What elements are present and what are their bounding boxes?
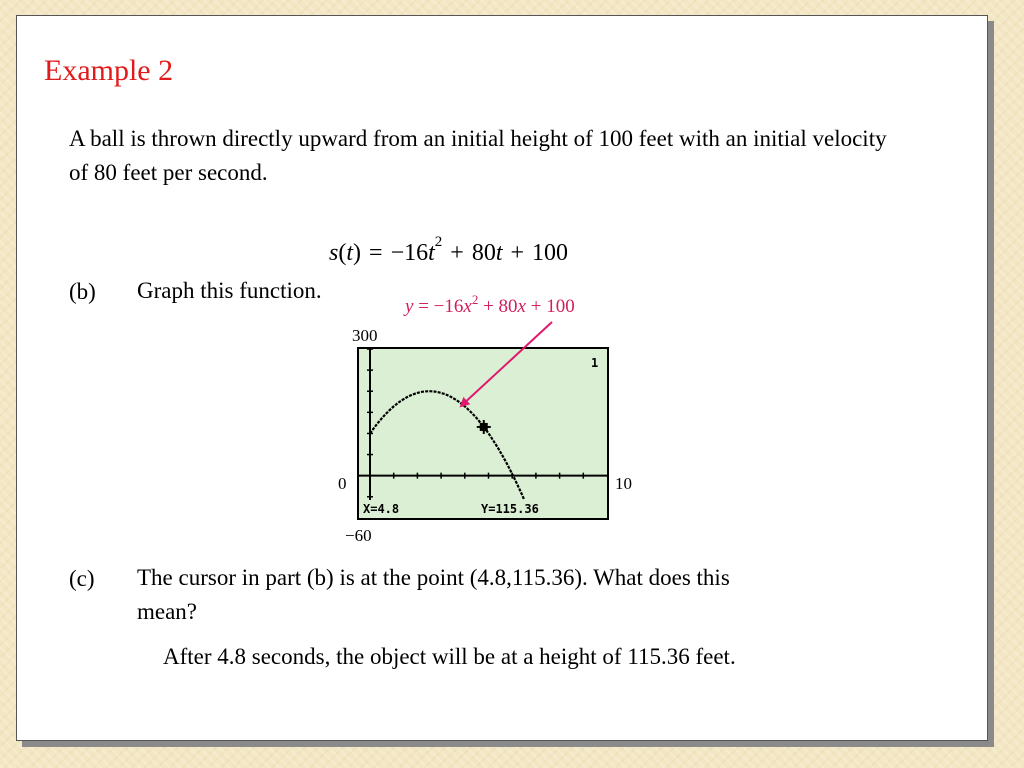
formula-coef-a: 16 <box>404 240 429 266</box>
part-c-line-1: The cursor in part (b) is at the point (4.8,115.36). What does this <box>137 565 730 590</box>
intro-paragraph: A ball is thrown directly upward from an initial height of 100 feet with an initial velocity of 80 feet per second. <box>69 126 887 185</box>
formula-var: t <box>346 240 354 266</box>
function-curve <box>370 391 524 499</box>
x-min-label: 0 <box>338 474 347 493</box>
answer-text: After 4.8 seconds, the object will be at a height of 115.36 feet. <box>163 644 736 669</box>
y-readout: Y=115.36 <box>481 502 539 516</box>
eq-coef-a: 16 <box>444 296 464 317</box>
y-min-label: −60 <box>345 526 372 545</box>
x-readout: X=4.8 <box>363 502 400 516</box>
part-c-line-2: mean? <box>137 599 198 624</box>
calculator-equation-label: $y = -16x^2 + 80x + 100$ <box>405 292 575 317</box>
x-max-label: 10 <box>615 474 632 493</box>
example-title: Example 2 <box>44 54 174 87</box>
part-c-label: (c) <box>69 566 95 591</box>
slide <box>16 15 988 741</box>
plot-number: 1 <box>591 356 599 370</box>
calculator-screen <box>357 347 609 520</box>
eq-constant: 100 <box>546 296 575 317</box>
formula-coef-b: 80 <box>471 240 496 266</box>
part-b-text: Graph this function. <box>137 278 322 303</box>
formula-exponent: 2 <box>434 234 443 250</box>
formula-var-2: t <box>428 240 435 266</box>
calculator-graph <box>359 349 607 518</box>
formula-constant: 100 <box>532 240 569 266</box>
formula-var-3: t <box>495 240 503 266</box>
part-b-label: (b) <box>69 279 96 304</box>
y-max-label: 300 <box>352 326 378 345</box>
formula-func: s <box>329 240 339 266</box>
position-formula: $s(t) = -16t^2 + 80t + 100$ <box>329 234 569 266</box>
eq-exponent: 2 <box>471 292 479 307</box>
eq-coef-b: 80 <box>498 296 518 317</box>
